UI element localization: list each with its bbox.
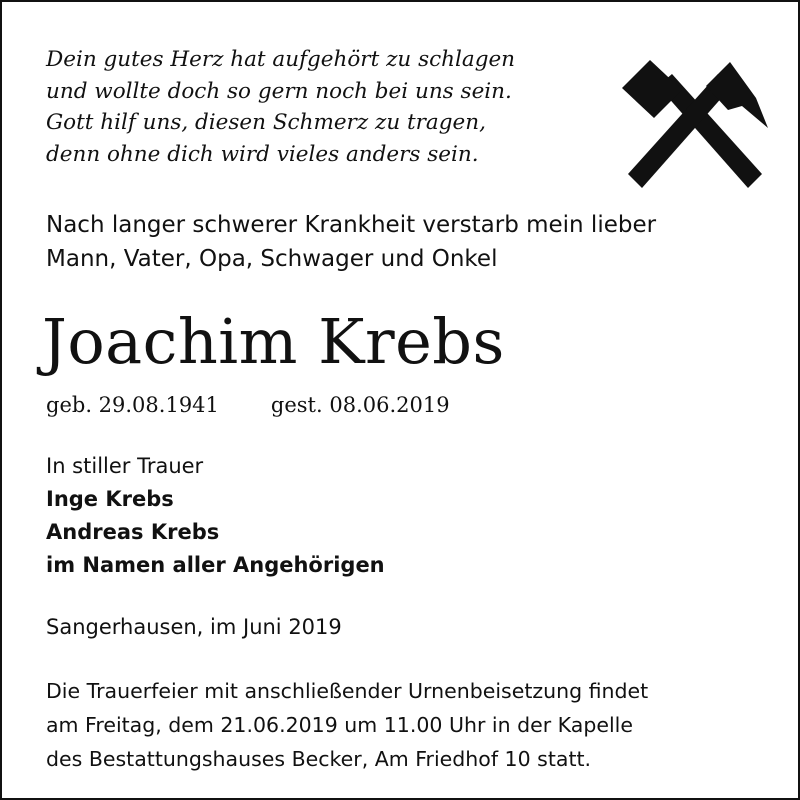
life-dates	[46, 389, 450, 421]
hammer-head-right	[706, 62, 768, 128]
mourner-name: Inge Krebs	[46, 487, 174, 511]
death-announcement	[46, 208, 656, 276]
poem-line: und wollte doch so gern noch bei uns sein.	[46, 78, 512, 104]
poem-line: Gott hilf uns, diesen Schmerz zu tragen,	[46, 110, 486, 135]
funeral-line: am Freitag, dem 21.06.2019 um 11.00 Uhr in der Kapelle	[46, 713, 633, 737]
mourners-block	[46, 450, 385, 582]
funeral-line: Die Trauerfeier mit anschließender Urnenbeisetzung findet	[46, 679, 649, 703]
mourner-name: im Namen aller Angehörigen	[46, 553, 385, 577]
death-date: gest. 08.06.2019	[270, 393, 450, 417]
birth-date: geb. 29.08.1941	[46, 393, 219, 417]
place-and-date: Sangerhausen, im Juni 2019	[46, 615, 342, 639]
funeral-details	[46, 674, 648, 776]
hammer-head-left	[622, 60, 682, 118]
announcement-line: Nach langer schwerer Krankheit verstarb mein lieber	[46, 212, 657, 238]
memorial-poem	[46, 44, 515, 170]
poem-line: Dein gutes Herz hat aufgehört zu schlagen	[46, 47, 516, 72]
mourning-intro: In stiller Trauer	[46, 454, 204, 478]
mourner-name: Andreas Krebs	[46, 520, 220, 544]
announcement-line: Mann, Vater, Opa, Schwager und Onkel	[46, 246, 498, 272]
deceased-name: Joachim Krebs	[42, 305, 505, 378]
funeral-line: des Bestattungshauses Becker, Am Friedhof 10 statt.	[46, 747, 592, 771]
crossed-hammers-icon	[620, 56, 770, 196]
poem-line: denn ohne dich wird vieles anders sein.	[46, 141, 479, 167]
